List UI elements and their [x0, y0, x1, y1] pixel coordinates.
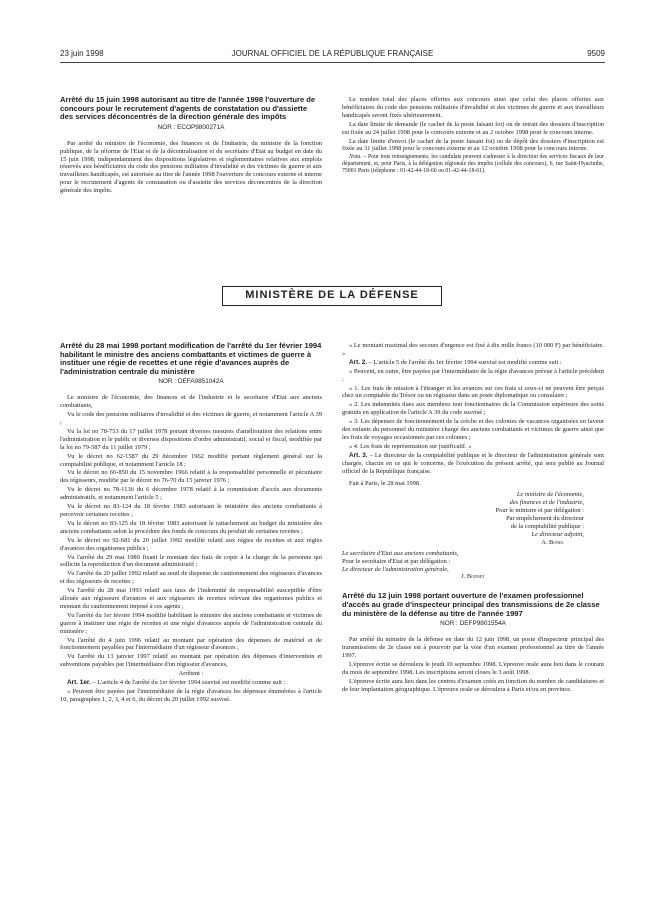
article-1-date-envoi: La date limite d'envoi (le cachet de la poste faisant foi) ou de dépôt des dossiers d'inscription est fixée au 31 juillet 1998 pour le concours externe et au 12 octobre 1998 pour le concours interne. — [342, 137, 604, 153]
article-2-art1-quote: « Peuvent être payées par l'intermédiaire de la régie d'avances les dépenses énumérées à l'article 10, paragraphes 1, 2, 3, 4 et 6, du décret du 20 juillet 1992 susvisé. — [60, 688, 322, 703]
sig-ministre-2: des finances et de l'industrie, — [509, 499, 584, 507]
art1-label: Art. 1er. — [67, 679, 91, 687]
article-3-p1: Par arrêté du ministre de la défense en date du 12 juin 1998, un poste d'inspecteur principal des transmissions de 2e classe est à pourvoir par la voie d'un examen professionnel au titre de l'année 1997. — [342, 636, 604, 659]
article-2-art1 — [60, 679, 322, 687]
visa-paragraph: Le ministre de l'économie, des finances et de l'industrie et le secrétaire d'Etat aux anciens combattants, — [60, 394, 322, 410]
art3-text: – Le directeur de la comptabilité publique et le directeur de l'administration générale sont chargés, chacun en ce qui le concerne, de l'exécution du présent arrêté, qui sera publié au Journal officiel de la République française. — [342, 451, 604, 475]
article-3-p2: L'épreuve écrite se déroulera le jeudi 10 septembre 1998. L'épreuve orale aura lieu dans le courant du mois de septembre 1998. Les inscriptions seront closes le 3 août 1998. — [342, 660, 604, 676]
article-2-nor: NOR : DEFA9851042A — [158, 378, 224, 386]
sig-directeur-admin: Le directeur de l'administration générale, — [342, 565, 449, 573]
visa-paragraph: Vu le décret no 83-125 du 18 février 1983 autorisant le rattachement au budget du ministère des anciens combattants selon la procédure des fonds de concours du produit de certaines recettes ; — [60, 519, 322, 535]
art2-item-4: « 4. Les frais de représentation sur justificatif. » — [349, 442, 472, 450]
sig-directeur-adjoint: Le directeur adjoint, — [531, 530, 584, 538]
art3-label: Art. 3. — [349, 451, 368, 459]
nota-text: – Pour tous renseignements, les candidats peuvent s'adresser à la direction des services fiscaux de leur département, et, pour Paris, à la délégation régionale des impôts (cellule des concours), 6, rue Saint-Hyacinthe, 75001 Paris (téléphone : 01-42-44-18-60 ou 01-42-44-18-61). — [342, 154, 604, 175]
header-page-number: 9509 — [587, 49, 605, 58]
article-1-body: Par arrêté du ministre de l'économie, des finances et de l'industrie, du ministre de la fonction publique, de la réforme de l'Etat et de la décentralisation et du secrétaire d'Etat au budget en date du 15 juin 1998, indépendamment des dispositions législatives et réglementaires relatives aux emplois réservés aux bénéficiaires du code des pensions militaires d'invalidité et des victimes de guerre et aux travailleurs handicapés, est autorisée au titre de l'année 1998 l'ouverture de concours externe et interne pour le recrutement d'agents de constatation ou d'assiette des services déconcentrés de la direction générale des impôts. — [60, 139, 322, 195]
nota-label: Nota. — [349, 154, 362, 161]
art2-item-1: « 1. Les frais de mission à l'étranger et les avances sur ces frais si ceux-ci ne peuvent être perçus chez un comptable du Trésor ou un régisseur dans un poste diplomatique ou consulaire ; — [342, 384, 604, 400]
art2-item-3: « 3. Les dépenses de fonctionnement de la crèche et des colonies de vacances organisées en faveur des enfants du personnel du ministère chargé des anciens combattants et victimes de guerre ainsi que les frais de voyages occasionnés par ces colonies ; — [342, 418, 604, 441]
arretent: Arrêtent : — [178, 670, 204, 678]
sig-secretaire-delegation: Pour le secrétaire d'Etat et par délégation : — [342, 557, 451, 565]
visa-paragraph: Vu le décret no 62-1587 du 29 décembre 1962 modifié portant règlement général sur la comptabilité publique, et notamment l'article 18 ; — [60, 452, 322, 468]
visa-paragraph: Vu l'arrêté du 4 juin 1996 relatif au montant par opération des dépenses de matériel et de fonctionnement payables par l'intermédiaire d'un régisseur d'avances ; — [60, 636, 322, 652]
article-1-left — [60, 96, 322, 196]
secours-urgence: « Le montant maximal des secours d'urgence est fixé à dix mille francs (10 000 F) par bénéficiaire. » — [342, 342, 604, 357]
sig-name-bonnet: J. Bonnet — [461, 573, 485, 581]
visa-paragraph: Vu l'arrêté du 1er février 1994 modifié habilitant le ministre des anciens combattants et victimes de guerre à instituer une régie de recettes et une régie d'avances auprès de l'administration centrale du ministère ; — [60, 611, 322, 635]
header-journal-title: JOURNAL OFFICIEL DE LA RÉPUBLIQUE FRANÇAISE — [231, 49, 434, 58]
article-1-title: Arrêté du 15 juin 1998 autorisant au titre de l'année 1998 l'ouverture de concours pour le recrutement d'agents de constatation ou d'assiette des services déconcentrés de la direction générale des impôts — [60, 95, 316, 122]
article-2-art2 — [342, 359, 604, 367]
visa-paragraph: Vu l'arrêté du 28 mai 1993 relatif aux taux de l'indemnité de responsabilité susceptible d'être allouée aux régisseurs d'avances et aux régisseurs de recettes relevant des organismes publics et montant du cautionnement imposé à ces agents ; — [60, 587, 322, 610]
sig-delegation: Pour le ministre et par délégation : — [495, 507, 584, 515]
article-2-right — [342, 342, 604, 694]
section-heading-defense: MINISTÈRE DE LA DÉFENSE — [222, 286, 442, 306]
visa-paragraph: Vu l'arrêté du 13 janvier 1997 relatif au montant par opération des dépenses d'intervention et subventions payables par l'intermédiaire d'un régisseur d'avances, — [60, 653, 322, 669]
art2-label: Art. 2. — [349, 358, 368, 366]
article-1-nor: NOR : ECOP9800271A — [157, 123, 225, 131]
visa-paragraph: Vu le décret no 92-681 du 20 juillet 1992 modifié relatif aux régies de recettes et aux régies d'avances des organismes publics ; — [60, 536, 322, 552]
article-2-title: Arrêté du 28 mai 1998 portant modification de l'arrêté du 1er février 1994 habilitant le ministre des anciens combattants et victimes de guerre à instituer une régie de recettes et une régie d'avances auprès de l'administration centrale du ministère — [60, 341, 322, 376]
visa-paragraph: Vu le décret no 78-1136 du 6 décembre 1978 relatif à la commission d'accès aux documents administratifs, et notamment l'article 5 ; — [60, 486, 322, 502]
article-3-title: Arrêté du 12 juin 1998 portant ouverture de l'examen professionnel d'accès au grade d'inspecteur principal des transmissions de 2e classe du ministère de la défense au titre de l'année 1997 — [342, 591, 600, 618]
article-2-left — [60, 342, 322, 705]
article-1-places: Le nombre total des places offertes aux concours ainsi que celui des places offertes aux bénéficiaires du code des pensions militaires d'invalidité et des victimes de guerre et aux travailleurs handicapés seront fixés ultérieurement. — [342, 96, 604, 119]
article-3-nor: NOR : DEFP9801554A — [440, 620, 506, 628]
sig-comptabilite: de la comptabilité publique : — [510, 523, 584, 531]
art2-item-2: « 2. Les indemnités dues aux membres non fonctionnaires de la Commission supérieure des soins gratuits en application de l'article A 39 du code susvisé ; — [342, 401, 604, 417]
fait-a-paris: Fait à Paris, le 28 mai 1998. — [349, 479, 421, 487]
article-1-right — [342, 96, 604, 176]
visa-paragraph: Vu le décret no 66-850 du 15 novembre 1966 relatif à la responsabilité personnelle et pécuniaire des régisseurs, modifié par le décret no 76-70 du 15 janvier 1976 ; — [60, 469, 322, 485]
article-1-nota — [342, 154, 604, 175]
art1-text: – L'article 4 de l'arrêté du 1er février 1994 susvisé est modifié comme suit : — [90, 679, 286, 687]
visa-paragraph: Vu la loi no 78-753 du 17 juillet 1978 portant diverses mesures d'amélioration des relations entre l'administration et le public et diverses dispositions d'ordre administratif, social et fiscal, modifiée par la loi no 79-587 du 11 juillet 1979 ; — [60, 427, 322, 451]
sig-ministre: Le ministre de l'économie, — [516, 491, 584, 499]
header-date: 23 juin 1998 — [60, 49, 104, 58]
header-rule — [60, 62, 605, 63]
article-3-p3: L'épreuve écrite aura lieu dans les centres d'examen créés en fonction du nombre de candidatures et de leur implantation géographique. L'épreuve orale se déroulera à Paris et/ou en province. — [342, 677, 604, 693]
visa-paragraph: Vu le code des pensions militaires d'invalidité et des victimes de guerre, et notamment l'article A 39 ; — [60, 411, 322, 426]
article-1-date-demande: La date limite de demande (le cachet de la poste faisant foi) ou de retrait des dossiers d'inscription est fixée au 24 juillet 1998 pour le concours externe et au 2 octobre 1998 pour le concours interne. — [342, 120, 604, 136]
sig-name-bonel: A. Bonel — [541, 538, 564, 546]
sig-secretaire: Le secrétaire d'Etat aux anciens combattants, — [342, 549, 459, 557]
page-header — [60, 49, 605, 61]
visa-paragraph: Vu l'arrêté du 20 juillet 1992 relatif au seuil de dispense de cautionnement des régisseurs d'avances et des régisseurs de recettes ; — [60, 570, 322, 586]
visa-paragraph: Vu le décret no 83-124 du 18 février 1983 autorisant le ministère des anciens combattants à percevoir certaines recettes ; — [60, 503, 322, 518]
article-2-visas — [60, 394, 322, 669]
article-2-art3 — [342, 452, 604, 476]
visa-paragraph: Vu l'arrêté du 29 mai 1980 fixant le montant des frais de copie à la charge de la personne qui sollicite la reproduction d'un document administratif ; — [60, 553, 322, 569]
art2-quote-intro: « Peuvent, en outre, être payées par l'intermédiaire de la régie d'avances prévue à l'article précédent : — [342, 367, 604, 383]
sig-empechement: Par empêchement du directeur — [506, 515, 584, 523]
art2-text: – L'article 5 de l'arrêté du 1er février 1994 susvisé est modifié comme suit : — [367, 358, 562, 366]
